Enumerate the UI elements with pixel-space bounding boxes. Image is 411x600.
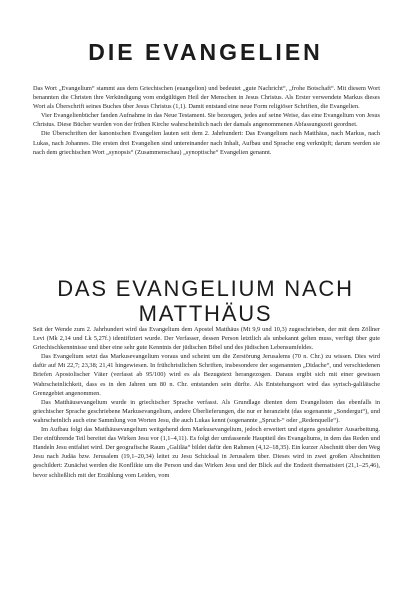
section-title-line: DAS EVANGELIUM NACH — [57, 275, 354, 301]
section-title-line: MATTHÄUS — [138, 300, 273, 326]
paragraph: Seit der Wende zum 2. Jahrhundert wird das Evangelium dem Apostel Matthäus (Mt 9,9 und 10,3) zugeschrieben, der mit dem Zöllner Levi (Mk 2,14 und Lk 5,27f.) identifiziert wurde. Der Verfasser, dessen Person letztlich als unbekannt gelten muss, verfügt über gute Griechischkenntnisse und über eine sehr gute Kenntnis der jüdischen Bibel und des jüdischen Lebensumfeldes. — [33, 326, 380, 352]
section-body-evangelien — [33, 84, 380, 157]
paragraph: Die Überschriften der kanonischen Evangelien lauten seit dem 2. Jahrhundert: Das Evangelium nach Matthäus, nach Markus, nach Lukas, nach Johannes. Die ersten drei Evangelien sind untereinander nach Inhalt, Aufbau und Sprache eng verknüpft; darum werden sie nach dem griechischen Wort „synopsis“ (Zusammenschau) „synoptische“ Evangelien genannt. — [33, 130, 380, 156]
paragraph: Das Matthäusevangelium wurde in griechischer Sprache verfasst. Als Grundlage dienten dem Evangelisten das ebenfalls in griechischer Sprache geschriebene Markusevangelium, andere Überlieferungen, die nur er heranzieht (das sogenannte „Sondergut“), und wahrscheinlich auch eine Sammlung von Worten Jesu, die auch Lukas kennt (sogenannte „Spruch-“ oder „Redenquelle“). — [33, 398, 380, 424]
section-body-matthaeus — [33, 325, 380, 480]
paragraph: Im Aufbau folgt das Matthäusevangelium weitgehend dem Markusevangelium, jedoch erweitert und eigens gestalteter Ausarbeitung. Der einführende Teil bereitet das Wirken Jesu vor (1,1–4,11). Es folgt der umfassende Hauptteil des Evangeliums, in dem das Reden und Handeln Jesu entfaltet wird. Der geografische Raum „Galiläa“ bildet dafür den Rahmen (4,12–18,35). Ein kurzer Abschnitt über den Weg Jesu nach Judäa bzw. Jerusalem (19,1–20,34) leitet zu Jesu Schicksal in Jerusalem über. Dieses wird in zwei großen Abschnitten geschildert: Zunächst werden die Konflikte um die Person und das Wirken Jesu und der Blick auf die Endzeit thematisiert (21,1–25,46), bevor schließlich mit der Erzählung vom Leiden, vom — [33, 426, 380, 479]
paragraph: Das Evangelium setzt das Markusevangelium voraus und scheint um die Zerstörung Jerusalems (70 n. Chr.) zu wissen. Dies wird dafür auf Mt 22,7; 23,38; 21,41 hingewiesen. In frühchristlichen Schriften, insbesondere der sogenannten „Didache“, und verschiedenen Briefen Apostolischer Väter (verfasst ab 95/100) wird es als Bezugstext herangezogen. Daraus ergibt sich mit einer gewissen Wahrscheinlichkeit, dass es in den Jahren um 80 n. Chr. entstanden sein dürfte. Als Entstehungsort wird das syrisch-galiläische Grenzgebiet angenommen. — [33, 353, 380, 397]
paragraph: Das Wort „Evangelium“ stammt aus dem Griechischen (euangelion) und bedeutet „gute Nachricht“, „frohe Botschaft“. Mit diesem Wort benannten die Christen ihre Verkündigung vom endgültigen Heil der Menschen in Jesus Christus. Als Erster verwendete Markus dieses Wort als Überschrift seines Buches über Jesus Christus (1,1). Damit entstand eine neue Form religiöser Schriften, die Evangelien. — [33, 85, 380, 111]
section-title-evangelien: DIE EVANGELIEN — [88, 39, 323, 65]
section-title-matthaeus — [20, 276, 391, 326]
paragraph: Vier Evangelienbücher fanden Aufnahme in das Neue Testament. Sie bezeugen, jedes auf seine Weise, das eine Evangelium von Jesus Christus. Diese Bücher wurden von der frühen Kirche wahrscheinlich nach der damals angenommenen Abfassungszeit geordnet. — [33, 112, 380, 129]
